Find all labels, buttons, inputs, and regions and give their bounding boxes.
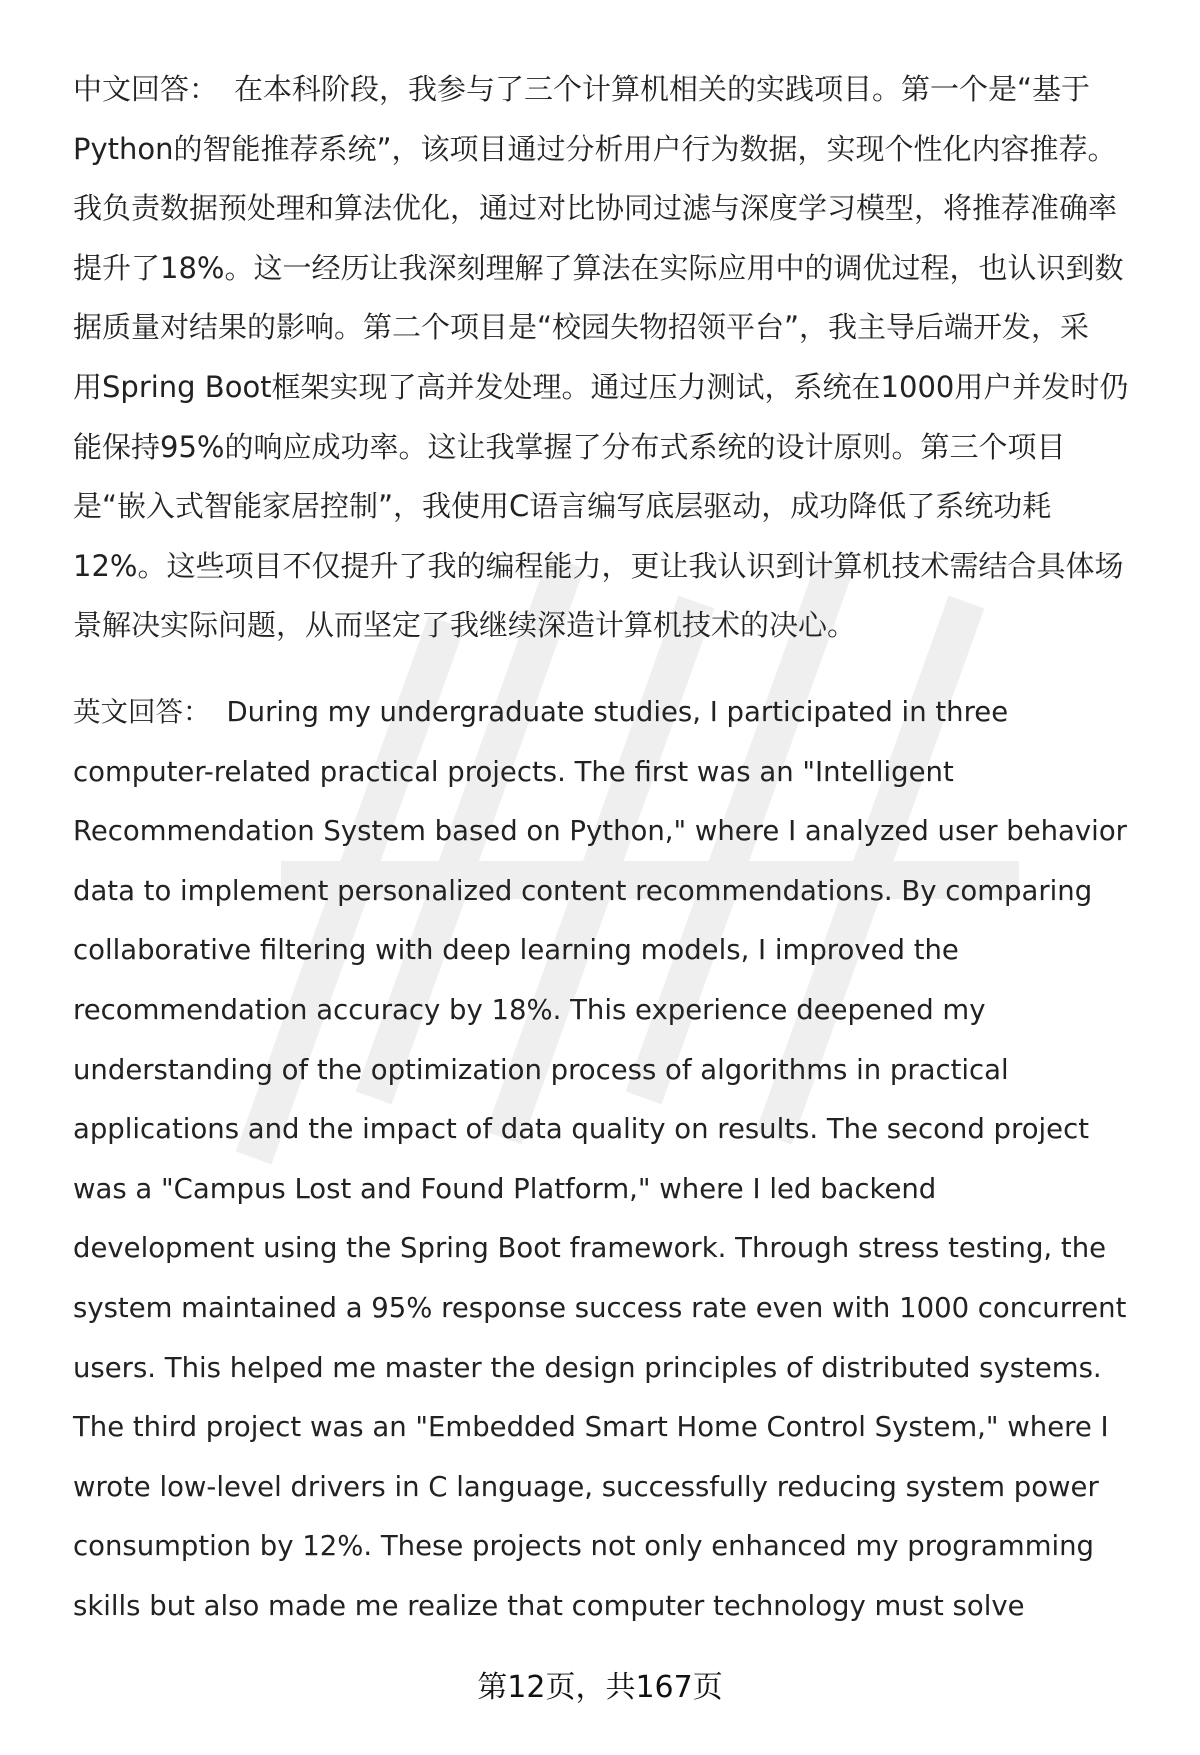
text-line: 英文回答： During my undergraduate studies, I participated in three <box>73 696 1009 728</box>
text-line: 用Spring Boot框架实现了高并发处理。通过压力测试，系统在1000用户并发时仍 <box>73 369 1129 404</box>
chinese-answer-paragraph <box>73 60 1153 656</box>
text-line: 景解决实际问题，从而坚定了我继续深造计算机技术的决心。 <box>73 608 857 643</box>
text-line: 中文回答： 在本科阶段，我参与了三个计算机相关的实践项目。第一个是“基于 <box>73 72 1091 106</box>
text-line: was a "Campus Lost and Found Platform," where I led backend <box>73 1172 937 1205</box>
text-line: data to implement personalized content recommendations. By comparing <box>73 874 1093 907</box>
text-line: collaborative filtering with deep learning models, I improved the <box>73 934 959 967</box>
text-line: recommendation accuracy by 18%. This experience deepened my <box>73 993 986 1026</box>
english-answer-paragraph <box>73 683 1153 1637</box>
text-line: 提升了18%。这一经历让我深刻理解了算法在实际应用中的调优过程，也认识到数 <box>73 250 1124 285</box>
text-line: wrote low-level drivers in C language, successfully reducing system power <box>73 1470 1099 1503</box>
text-line: understanding of the optimization process of algorithms in practical <box>73 1053 1009 1086</box>
text-line: 我负责数据预处理和算法优化，通过对比协同过滤与深度学习模型，将推荐准确率 <box>73 191 1118 226</box>
text-line: development using the Spring Boot framework. Through stress testing, the <box>73 1232 1107 1265</box>
chinese-answer-label: 中文回答： <box>73 72 219 106</box>
text-line: computer-related practical projects. The first was an "Intelligent <box>73 755 954 788</box>
text-line: 是“嵌入式智能家居控制”，我使用C语言编写底层驱动，成功降低了系统功耗 <box>73 489 1052 524</box>
text-line: applications and the impact of data quality on results. The second project <box>73 1113 1089 1146</box>
text-line: 据质量对结果的影响。第二个项目是“校园失物招领平台”，我主导后端开发，采 <box>73 310 1090 345</box>
text-line: system maintained a 95% response success rate even with 1000 concurrent <box>73 1291 1127 1324</box>
text-line: users. This helped me master the design principles of distributed systems. <box>73 1351 1102 1384</box>
english-answer-label: 英文回答： <box>73 696 211 728</box>
text-line: consumption by 12%. These projects not only enhanced my programming <box>73 1530 1095 1563</box>
text-line: 12%。这些项目不仅提升了我的编程能力，更让我认识到计算机技术需结合具体场 <box>73 548 1124 583</box>
text-line: The third project was an "Embedded Smart Home Control System," where I <box>73 1411 1109 1444</box>
text-line: 能保持95%的响应成功率。这让我掌握了分布式系统的设计原则。第三个项目 <box>73 429 1066 464</box>
text-line: Recommendation System based on Python," where I analyzed user behavior <box>73 815 1127 848</box>
text-line: Python的智能推荐系统”，该项目通过分析用户行为数据，实现个性化内容推荐。 <box>73 131 1117 166</box>
text-line: skills but also made me realize that computer technology must solve <box>73 1589 1025 1622</box>
page-number-footer: 第12页，共167页 <box>477 1670 723 1705</box>
